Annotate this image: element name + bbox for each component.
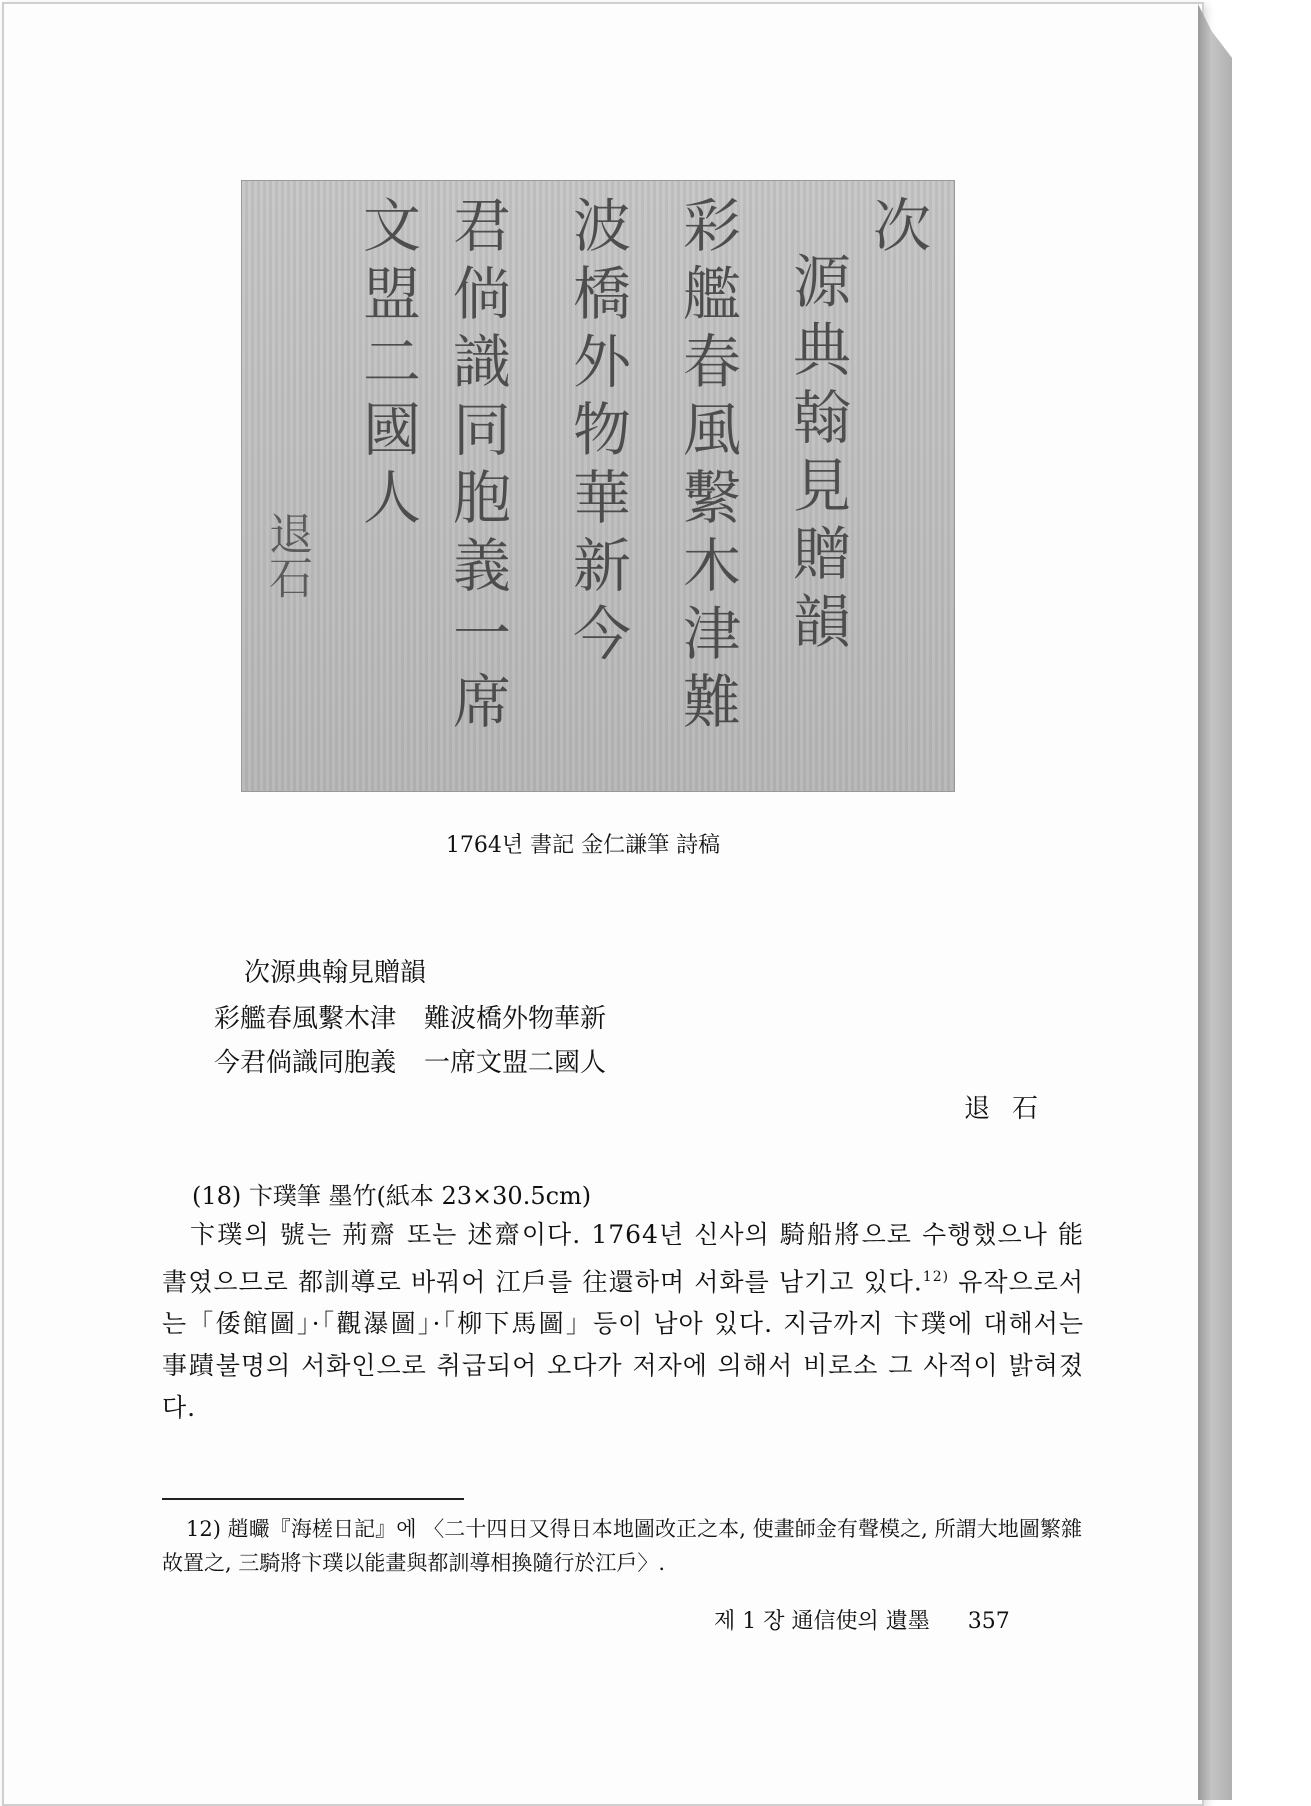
poem-line-first-half: 今君倘識同胞義 — [214, 1048, 397, 1078]
calligraphy-column: 次 — [863, 195, 931, 263]
book-page-edge — [1198, 4, 1232, 1800]
footnote-divider — [162, 1498, 464, 1500]
calligraphy-column: 彩艦春風繫木津難 — [673, 195, 741, 739]
calligraphy-column: 源典翰見贈韻 — [783, 251, 851, 659]
poem-line — [214, 998, 606, 1035]
chapter-title: 제 1 장 通信使의 遺墨 — [714, 1609, 930, 1634]
poem-line-second-half: 難波橋外物華新 — [424, 1004, 607, 1034]
calligraphy-column: 君倘識同胞義一席 — [443, 195, 511, 739]
poem-title: 次源典翰見贈韻 — [244, 958, 427, 988]
calligraphy-column: 波橋外物華新今 — [563, 195, 631, 671]
poem-author: 退石 — [964, 1094, 1061, 1124]
item-heading: (18) 卞璞筆 墨竹(紙本 23×30.5cm) — [192, 1182, 592, 1210]
footnote-reference[interactable]: 12) — [922, 1269, 950, 1285]
figure-caption — [4, 828, 1202, 859]
footnote-number: 12) — [186, 1517, 221, 1541]
body-paragraph — [162, 1214, 1084, 1429]
poem-line-first-half: 彩艦春風繫木津 — [214, 1004, 397, 1034]
calligraphy-photo — [241, 180, 955, 792]
footnote-text: 趙曮『海槎日記』에 〈二十四日又得日本地圖改正之本, 使畫師金有聲模之, 所謂大地圖繁雜故置之, 三騎將卞璞以能畫與都訓導相換隨行於江戶〉. — [162, 1517, 1082, 1575]
body-text-part-1: 卞璞의 號는 荊齋 또는 述齋이다. 1764년 신사의 騎船將으로 수행했으나 能書였으므로 都訓導로 바꿔어 江戶를 往還하며 서화를 남기고 있다. — [162, 1220, 1084, 1297]
calligraphy-column: 文盟二國人 — [353, 195, 421, 535]
footnote — [162, 1512, 1082, 1580]
calligraphy-signature: 退石 — [261, 511, 312, 599]
page-number: 357 — [967, 1609, 1010, 1634]
figure-caption-text: 1764년 書記 金仁謙筆 詩稿 — [445, 833, 721, 858]
book-page — [2, 2, 1204, 1806]
body-text-part-2: 유작으로서는「倭館圖」·「觀瀑圖」·「柳下馬圖」등이 남아 있다. 지금까지 卞璞에 대해서는 事蹟불명의 서화인으로 취급되어 오다가 저자에 의해서 비로소 그 사적이 밝혀졌다. — [162, 1267, 1084, 1423]
running-footer — [714, 1604, 1010, 1635]
poem-line-second-half: 一席文盟二國人 — [424, 1048, 607, 1078]
poem-line — [214, 1042, 606, 1079]
